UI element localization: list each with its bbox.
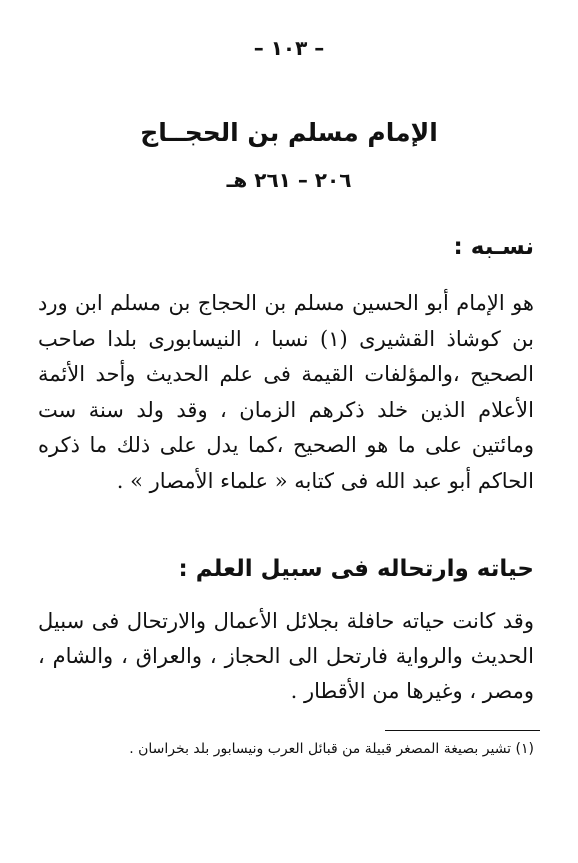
section-heading-life-travels: حياته وارتحاله فى سبيل العلم : [178,556,534,582]
page-number: – ١٠٣ – [253,36,325,60]
paragraph-life-travels: وقد كانت حياته حافلة بجلائل الأعمال والارتحال فى سبيل الحديث والرواية فارتحل الى الحجاز ، والعراق ، والشام ، ومصر ، وغيرها من الأقطار . [38,609,534,703]
section-heading-lineage: نسـبه : [453,234,534,260]
chapter-title: الإمام مسلم بن الحجــاج [140,118,438,147]
paragraph-lineage: هو الإمام أبو الحسين مسلم بن الحجاج بن مسلم ابن ورد بن كوشاذ القشيرى (١) نسبا ، النيسابورى بلدا صاحب الصحيح ،والمؤلفات القيمة فى علم الحديث وأحد الأئمة الأعلام الذين خلد ذكرهم الزمان ، وقد ولد سنة ست ومائتين على ما هو الصحيح ،كما يدل على ذلك ما ذكره الحاكم أبو عبد الله فى كتابه « علماء الأمصار » . [38,291,534,493]
chapter-dates: ٢٠٦ – ٢٦١ هـ [226,168,352,192]
footnote-divider [385,730,540,731]
footnote: (١) تشير بصيغة المصغر قبيلة من قبائل العرب ونيسابور بلد بخراسان . [129,741,534,757]
